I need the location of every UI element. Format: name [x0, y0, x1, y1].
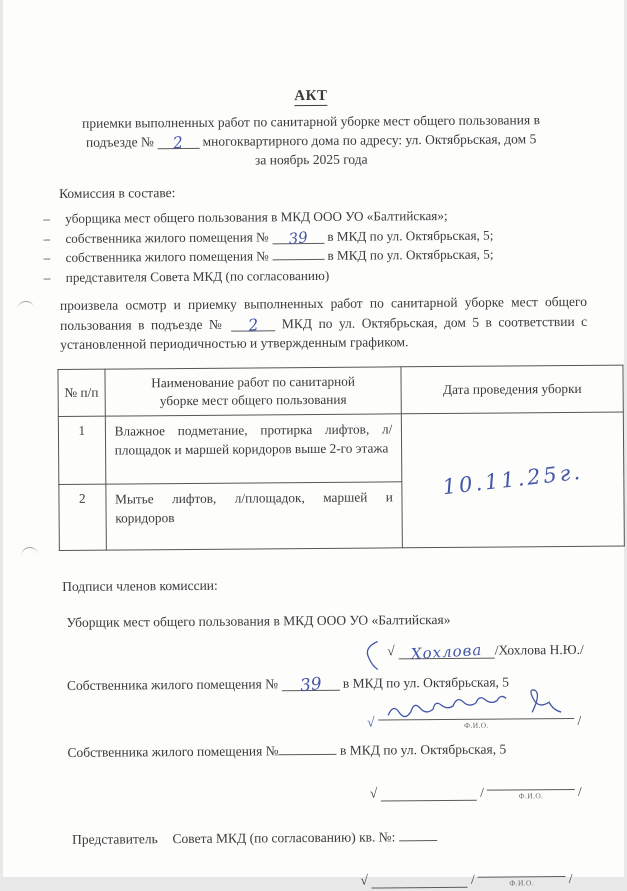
representative-signature-line: [372, 872, 468, 888]
owner1-signature-row: [5, 703, 584, 733]
representative-name-line: [478, 862, 566, 878]
check-mark: √: [369, 785, 378, 801]
commission-member-owner1: – собственника жилого помещения № 39 в МКД по ул. Октябрьская, 5;: [43, 227, 494, 248]
commission-member-owner2: – собственника жилого помещения № в МКД по ул. Октябрьская, 5;: [43, 244, 586, 268]
entrance-number-blank2: [231, 314, 275, 335]
table-row: [58, 412, 624, 484]
dash-marker: –: [43, 250, 51, 266]
header-col-number: № п/п: [58, 369, 105, 416]
commission-member-representative: – представителя Совета МКД (по согласованию): [44, 263, 587, 287]
commission-heading: Комиссия в составе:: [59, 185, 176, 201]
cleaner-signature-row: [5, 638, 584, 662]
owner2-name-line: [487, 774, 575, 790]
entrance-number-blank: [157, 132, 199, 153]
owner2-name-field: [487, 774, 575, 800]
work-table: [57, 364, 624, 550]
subtitle-line2: подъезде № 2 многоквартирного дома по адресу: ул. Октябрьская, дом 5: [85, 131, 537, 153]
owner1-signature-line: [378, 703, 574, 720]
slash: /: [480, 784, 485, 800]
subtitle-line1: приемки выполненных работ по санитарной уборке мест общего пользования в: [82, 112, 540, 131]
slash: /: [470, 871, 475, 887]
header-col-work: Наименование работ по санитарной уборке мест общего пользования: [105, 366, 402, 415]
dash-marker: –: [43, 269, 51, 285]
cleaning-date-handwritten: 10.11.25г.: [441, 459, 585, 500]
slash: /: [577, 712, 582, 728]
cleaner-signature-line: [399, 639, 495, 663]
cleaner-printed-name: /Хохлова Н.Ю./: [494, 641, 584, 658]
row1-work: Влажное подметание, протирка лифтов, л/площадок и маршей коридоров выше 2-го этажа: [105, 413, 402, 483]
fio-label: Ф.И.О.: [509, 877, 535, 887]
owner1-apartment-handwritten: 39: [298, 673, 323, 696]
owner2-signature-label: Собственника жилого помещения № в МКД по ул. Октябрьская, 5: [67, 740, 507, 760]
check-mark: √: [366, 714, 375, 730]
entrance-number-handwritten: 2: [172, 132, 185, 153]
cleaning-date-cell: [402, 412, 625, 548]
cleaner-signature-label: Уборщик мест общего пользования в МКД ООО УО «Балтийская»: [66, 611, 451, 630]
header-col-date: Дата проведения уборки: [401, 365, 623, 414]
owner2-signature-line: [381, 785, 477, 801]
fio-label: Ф.И.О.: [464, 720, 489, 730]
representative-name-field: [478, 862, 566, 888]
slash: /: [577, 783, 582, 799]
document-subtitle: [0, 110, 621, 172]
owner1-signature-label: Собственника жилого помещения № 39 в МКД по ул. Октябрьская, 5: [66, 673, 510, 696]
scanned-document-page: [3, 0, 624, 888]
commission-member-cleaner: – уборщика мест общего пользования в МКД ООО УО «Балтийская»;: [43, 205, 586, 229]
subtitle-line3: за ноябрь 2025 года: [254, 151, 368, 168]
dash-marker: –: [43, 211, 50, 227]
check-mark: √: [360, 872, 368, 888]
row2-number: 2: [59, 484, 106, 550]
fio-label: Ф.И.О.: [518, 790, 544, 800]
owner2-apartment-blank-empty: [279, 753, 337, 754]
apartment-number-blank-empty: [272, 259, 324, 260]
row1-number: 1: [58, 416, 105, 484]
owner1-handwritten-signature-scribble: [380, 687, 576, 723]
dash-marker: –: [43, 230, 51, 246]
representative-signature-row: [6, 861, 575, 890]
signatures-heading: Подписи членов комиссии:: [62, 577, 218, 594]
owner2-signature-row: [6, 774, 585, 804]
apartment-number-handwritten: 39: [287, 227, 309, 248]
commission-member-list: [1, 205, 623, 288]
representative-signature-label: Представитель Совета МКД (по согласованию) кв. №:: [72, 827, 591, 847]
owner1-signature-field: [378, 703, 574, 730]
row2-work: Мытье лифтов, л/площадок, маршей и коридоров: [106, 481, 403, 549]
check-mark: √: [387, 642, 395, 658]
inspection-paragraph: произвела осмотр и приемку выполненных работ по санитарной уборке мест общего пользования в подъезде № 2 МКД по ул. Октябрьская, дом 5 в соответствии с установленной периодичностью и утвержденным графиком.: [59, 293, 588, 352]
document-title: АКТ: [294, 87, 328, 105]
table-header-row: [58, 365, 623, 416]
cleaner-handwritten-signature: Хохлова: [410, 640, 484, 663]
slash: /: [568, 870, 573, 886]
owner1-apartment-blank: [281, 673, 339, 696]
entrance-number-handwritten2: 2: [247, 314, 260, 335]
apartment-number-blank: [272, 227, 324, 248]
representative-apartment-blank: [399, 840, 437, 841]
